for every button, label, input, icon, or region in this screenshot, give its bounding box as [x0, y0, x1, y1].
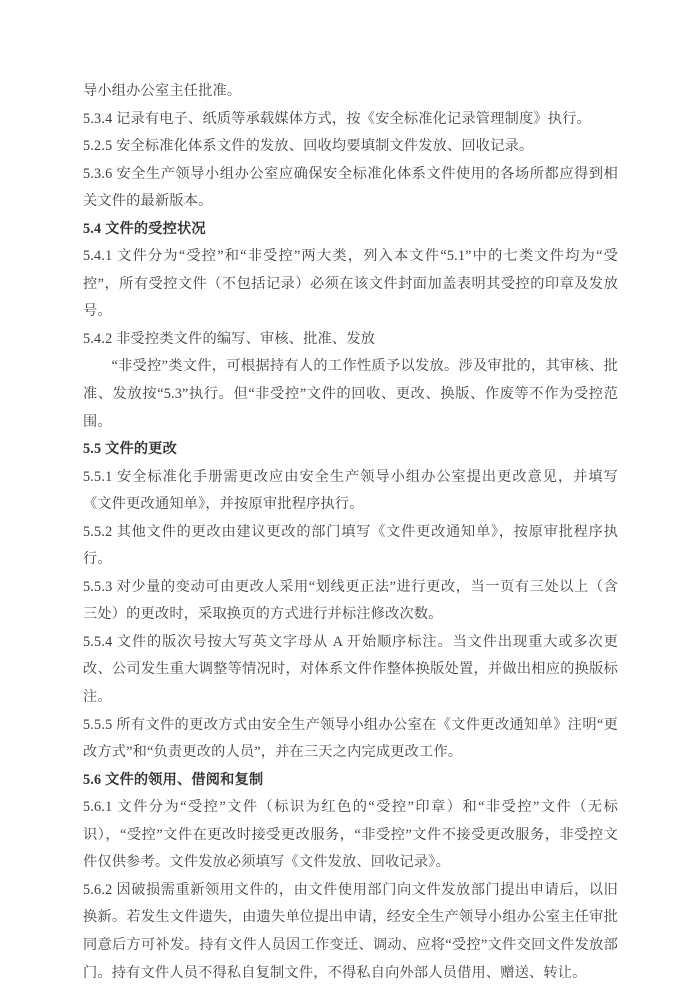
document-body: [83, 78, 618, 987]
paragraph: 5.4.2 非受控类文件的编写、审核、批准、发放: [83, 330, 376, 347]
paragraph: 导小组办公室主任批准。: [83, 83, 242, 99]
paragraph: 5.6.1 文件分为“受控”文件（标识为红色的“受控”印章）和“非受控”文件（无标识），“受控”文件在更改时接受更改服务，“非受控”文件不接受更改服务，非受控文件仅供参考。文件发放必须填写《文件发放、回收记录》。: [83, 799, 618, 871]
paragraph: 5.5.2 其他文件的更改由建议更改的部门填写《文件更改通知单》，按原审批程序执行。: [83, 523, 618, 568]
section-heading: 5.5 文件的更改: [83, 441, 178, 458]
paragraph: 5.5.5 所有文件的更改方式由安全生产领导小组办公室在《文件更改通知单》注明“更改方式”和“负责更改的人员”，并在三天之内完成更改工作。: [83, 716, 618, 761]
section-heading: 5.4 文件的受控状况: [83, 220, 206, 237]
paragraph: 5.6.2 因破损需重新领用文件的，由文件使用部门向文件发放部门提出申请后，以旧换新。若发生文件遗失，由遗失单位提出申请，经安全生产领导小组办公室主任审批同意后方可补发。持有文件人员因工作变迁、调动、应将“受控”文件交回文件发放部门。持有文件人员不得私自复制文件，不得私自向外部人员借用、赠送、转让。: [83, 881, 618, 981]
paragraph: 5.5.4 文件的版次号按大写英文字母从 A 开始顺序标注。当文件出现重大或多次更改、公司发生重大调整等情况时，对体系文件作整体换版处置，并做出相应的换版标注。: [83, 633, 618, 706]
paragraph: 5.2.5 安全标准化体系文件的发放、回收均要填制文件发放、回收记录。: [83, 138, 534, 155]
paragraph: 5.5.3 对少量的变动可由更改人采用“划线更正法”进行更改，当一页有三处以上（含三处）的更改时，采取换页的方式进行并标注修改次数。: [83, 578, 618, 623]
paragraph: 5.3.4 记录有电子、纸质等承载媒体方式，按《安全标准化记录管理制度》执行。: [83, 110, 591, 127]
section-heading: 5.6 文件的领用、借阅和复制: [83, 771, 264, 788]
paragraph: “非受控”类文件，可根据持有人的工作性质予以发放。涉及审批的，其审核、批准、发放按“5.3”执行。但“非受控”文件的回收、更改、换版、作废等不作为受控范围。: [83, 358, 618, 430]
paragraph: 5.5.1 安全标准化手册需更改应由安全生产领导小组办公室提出更改意见，并填写《文件更改通知单》，并按原审批程序执行。: [83, 468, 618, 513]
paragraph: 5.3.6 安全生产领导小组办公室应确保安全标准化体系文件使用的各场所都应得到相关文件的最新版本。: [83, 165, 618, 210]
paragraph: 5.4.1 文件分为“受控”和“非受控”两大类，列入本文件“5.1”中的七类文件均为“受控”，所有受控文件（不包括记录）必须在该文件封面加盖表明其受控的印章及发放号。: [83, 248, 618, 320]
